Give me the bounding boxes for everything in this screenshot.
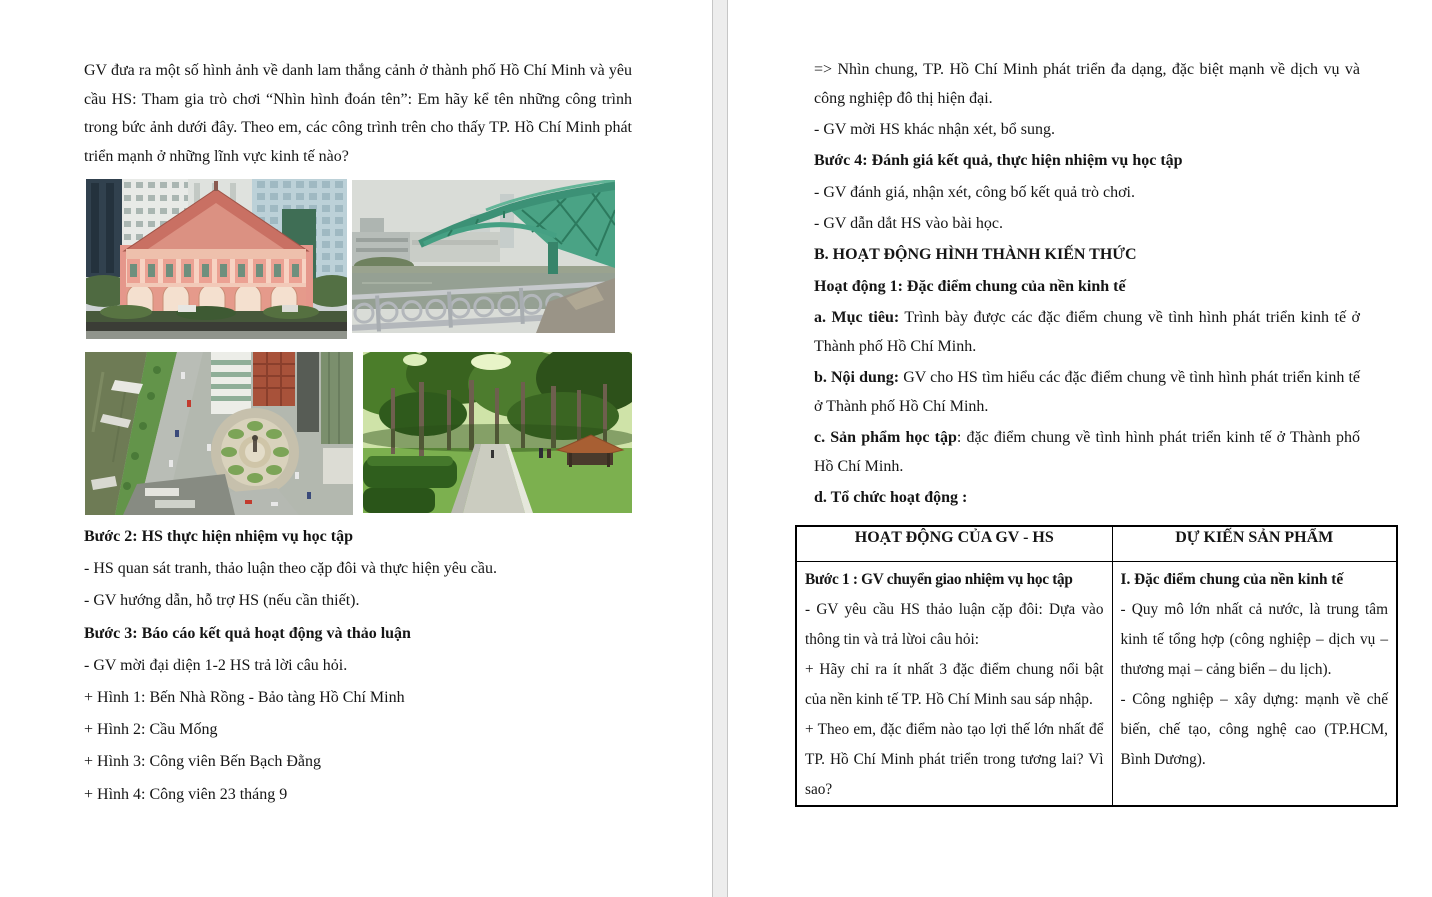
du-kien-item: - Quy mô lớn nhất cả nước, là trung tâm kinh tế tổng hợp (công nghiệp – dịch vụ – thương mại – cảng biển – du lịch).: [1120, 600, 1388, 678]
table-header-row: [796, 526, 1397, 561]
section-b-heading: B. HOẠT ĐỘNG HÌNH THÀNH KIẾN THỨC: [814, 246, 1137, 264]
san-pham-paragraph: [814, 424, 1360, 482]
muc-tieu-paragraph: [814, 304, 1360, 362]
photo-cong-vien-ben-bach-dang: [85, 352, 353, 515]
step3-item-hinh-3: + Hình 3: Công viên Bến Bạch Đằng: [84, 753, 321, 771]
table-cell-du-kien: [1112, 561, 1397, 806]
buoc1-heading: Bước 1 : GV chuyển giao nhiệm vụ học tập: [805, 570, 1073, 588]
page-divider: [712, 0, 728, 897]
ben-nha-rong-illustration: [86, 179, 347, 339]
noi-dung-paragraph: [814, 364, 1360, 422]
du-kien-item: - Công nghiệp – xây dựng: mạnh về chế biến, chế tạo, công nghệ cao (TP.HCM, Bình Dương).: [1120, 690, 1388, 768]
page-right: [728, 0, 1432, 897]
page-left: [0, 0, 712, 897]
san-pham-label: c. Sản phẩm học tập: [814, 429, 957, 447]
photo-cau-mong: [352, 180, 615, 333]
muc-tieu-text: Trình bày được các đặc điểm chung về tình hình phát triển kinh tế ở Thành phố Hồ Chí Minh.: [814, 308, 1361, 355]
cong-vien-23-thang-9-illustration: [363, 352, 632, 513]
step3-item: - GV mời đại diện 1-2 HS trả lời câu hỏi.: [84, 656, 348, 674]
step4-heading: Bước 4: Đánh giá kết quả, thực hiện nhiệm vụ học tập: [814, 152, 1183, 170]
gv-hs-item: + Hãy chỉ ra ít nhất 3 đặc điểm chung nổi bật của nền kinh tế TP. Hồ Chí Minh sau sáp nhập.: [805, 660, 1104, 708]
ben-bach-dang-illustration: [85, 352, 353, 515]
to-chuc-heading: d. Tổ chức hoạt động :: [814, 489, 968, 507]
san-pham-text: : đặc điểm chung về tình hình phát triển kinh tế ở Thành phố Hồ Chí Minh.: [814, 429, 1360, 475]
step4-item: - GV đánh giá, nhận xét, công bố kết quả trò chơi.: [814, 183, 1135, 201]
left-steps-block: [84, 521, 644, 811]
step2-item: - HS quan sát tranh, thảo luận theo cặp đôi và thực hiện yêu cầu.: [84, 560, 497, 578]
noi-dung-label: b. Nội dung:: [814, 368, 900, 386]
comment-line: - GV mời HS khác nhận xét, bổ sung.: [814, 121, 1056, 139]
summary-paragraph: => Nhìn chung, TP. Hồ Chí Minh phát triển đa dạng, đặc biệt mạnh về dịch vụ và công nghiệp đô thị hiện đại.: [814, 61, 1360, 107]
activity-table: [795, 525, 1398, 807]
photo-ben-nha-rong: [86, 179, 347, 339]
step3-item-hinh-4: + Hình 4: Công viên 23 tháng 9: [84, 785, 288, 803]
step3-item-hinh-1: + Hình 1: Bến Nhà Rồng - Bảo tàng Hồ Chí Minh: [84, 689, 405, 707]
step3-item-hinh-2: + Hình 2: Cầu Mống: [84, 721, 218, 739]
right-text-block: [814, 56, 1360, 515]
intro-paragraph: GV đưa ra một số hình ảnh về danh lam thắng cảnh ở thành phố Hồ Chí Minh và yêu cầu HS: Tham gia trò chơi “Nhìn hình đoán tên”: Em hãy kể tên những công trình trong bức ảnh dưới đây. Theo em, các công trình trên cho thấy TP. Hồ Chí Minh phát triển mạnh ở những lĩnh vực kinh tế nào?: [84, 62, 632, 165]
step2-heading: Bước 2: HS thực hiện nhiệm vụ học tập: [84, 528, 353, 545]
dac-diem-heading: I. Đặc điểm chung của nền kinh tế: [1120, 570, 1344, 588]
step4-item: - GV dẫn dắt HS vào bài học.: [814, 214, 1003, 232]
step3-heading: Bước 3: Báo cáo kết quả hoạt động và thảo luận: [84, 624, 411, 642]
table-header-du-kien: DỰ KIẾN SẢN PHẨM: [1112, 526, 1397, 561]
activity1-heading: Hoạt động 1: Đặc điểm chung của nền kinh tế: [814, 277, 1126, 295]
table-cell-gv-hs: [796, 561, 1112, 806]
cau-mong-illustration: [352, 180, 615, 333]
gv-hs-item: - GV yêu cầu HS thảo luận cặp đôi: Dựa vào thông tin và trả lừoi câu hỏi:: [805, 600, 1104, 648]
noi-dung-text: GV cho HS tìm hiểu các đặc điểm chung về tình hình phát triển kinh tế ở Thành phố Hồ Chí Minh.: [814, 368, 1361, 415]
step2-item: - GV hướng dẫn, hỗ trợ HS (nếu cần thiết).: [84, 592, 360, 610]
photo-cong-vien-23-thang-9: [363, 352, 632, 513]
muc-tieu-label: a. Mục tiêu:: [814, 308, 900, 326]
table-header-gv-hs: HOẠT ĐỘNG CỦA GV - HS: [796, 526, 1112, 561]
table-body-row: [796, 561, 1397, 806]
left-intro-block: [84, 57, 632, 171]
gv-hs-item: + Theo em, đặc điểm nào tạo lợi thế lớn nhất để TP. Hồ Chí Minh phát triển trong tương lai? Vì sao?: [805, 720, 1104, 798]
